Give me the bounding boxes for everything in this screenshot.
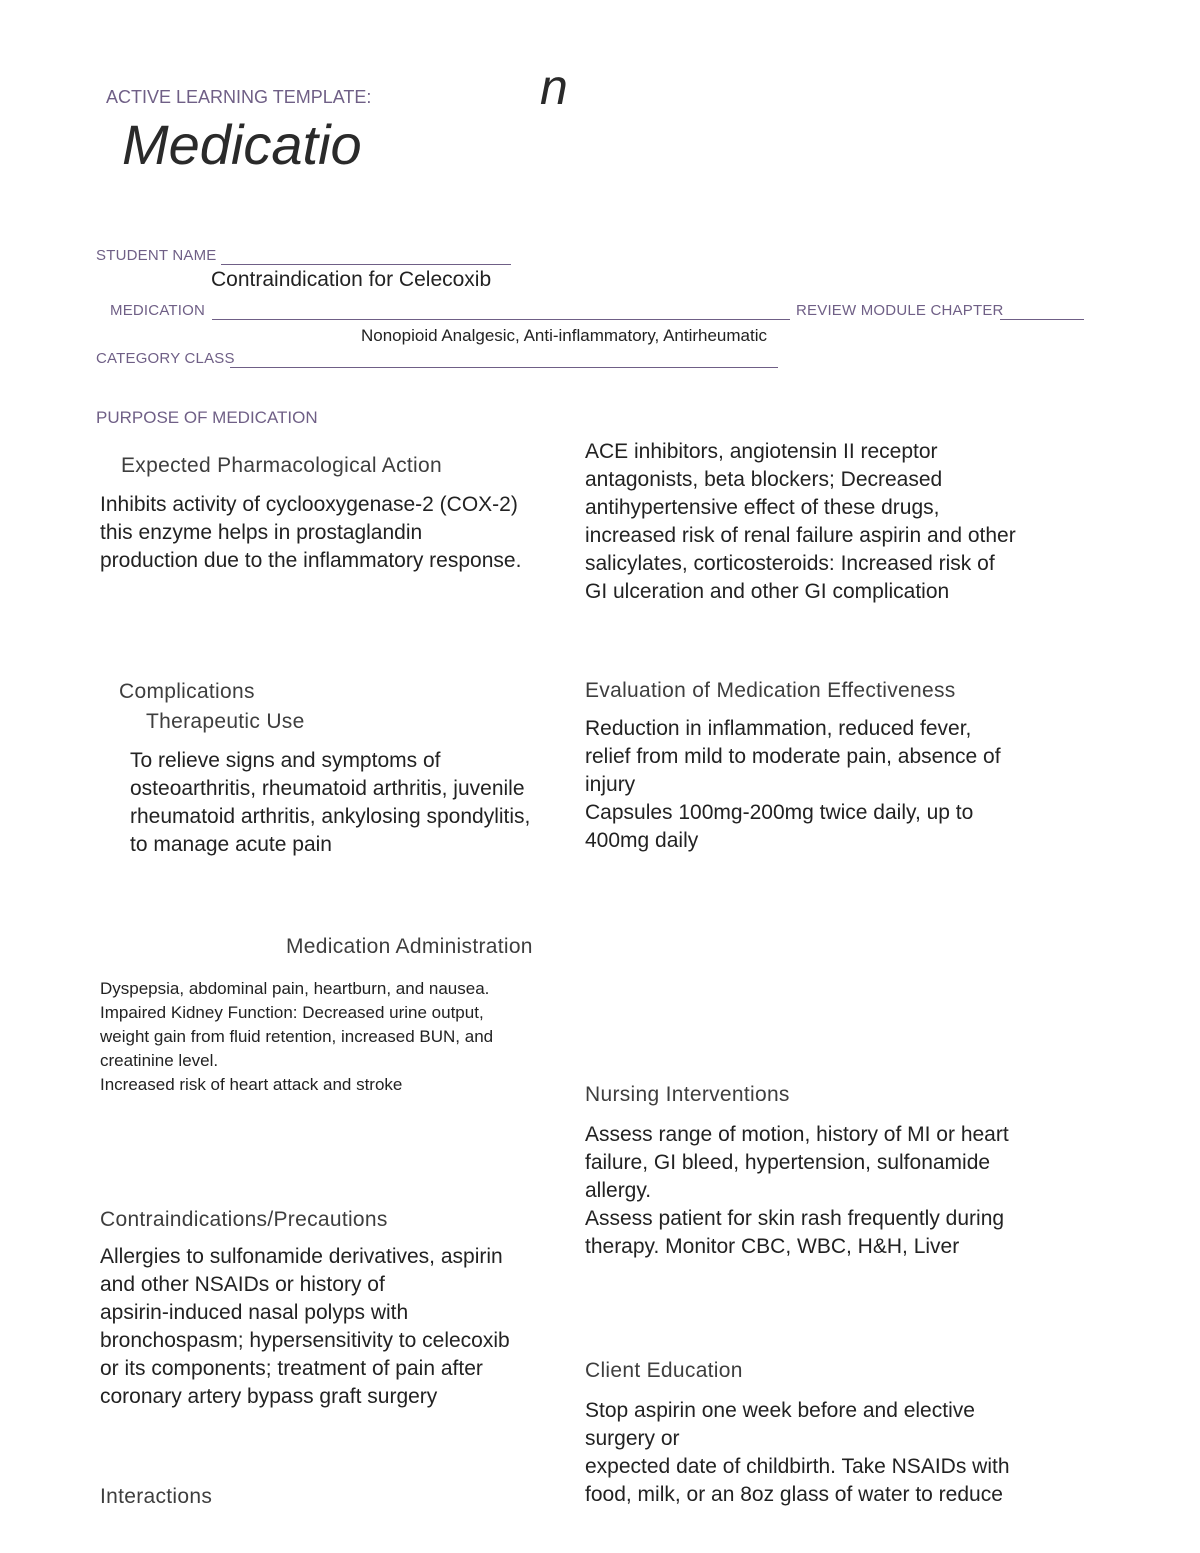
therapeutic-use-text xyxy=(130,747,530,859)
text-line: Increased risk of heart attack and stroke xyxy=(100,1075,403,1094)
text-line: Inhibits activity of cyclooxygenase-2 (COX-2) xyxy=(100,493,518,516)
complications-heading: Complications xyxy=(119,680,255,703)
text-line: injury xyxy=(585,773,636,796)
text-line: Reduction in inflammation, reduced fever, xyxy=(585,717,972,740)
text-line: increased risk of renal failure aspirin and other xyxy=(585,524,1016,547)
text-line: weight gain from fluid retention, increased BUN, and xyxy=(100,1027,494,1046)
text-line: food, milk, or an 8oz glass of water to reduce xyxy=(585,1483,1003,1506)
text-line: surgery or xyxy=(585,1427,680,1450)
text-line: this enzyme helps in prostaglandin xyxy=(100,521,423,544)
medication-field[interactable] xyxy=(212,319,790,320)
text-line: Dyspepsia, abdominal pain, heartburn, and nausea. xyxy=(100,979,490,998)
text-line: To relieve signs and symptoms of xyxy=(130,749,441,772)
text-line: Assess patient for skin rash frequently during xyxy=(585,1207,1005,1230)
interactions-text xyxy=(585,438,1016,606)
template-label: ACTIVE LEARNING TEMPLATE: xyxy=(106,87,372,107)
evaluation-heading: Evaluation of Medication Effectiveness xyxy=(585,679,956,702)
contraindications-text xyxy=(100,1243,510,1411)
text-line: Capsules 100mg-200mg twice daily, up to xyxy=(585,801,974,824)
text-line: GI ulceration and other GI complication xyxy=(585,580,950,603)
expected-action-heading: Expected Pharmacological Action xyxy=(121,454,442,477)
student-name-field[interactable] xyxy=(221,264,511,265)
text-line: ACE inhibitors, angiotensin II receptor xyxy=(585,440,938,463)
contraindications-heading: Contraindications/Precautions xyxy=(100,1208,388,1231)
client-education-heading: Client Education xyxy=(585,1359,743,1382)
evaluation-text xyxy=(585,715,1001,855)
interactions-heading: Interactions xyxy=(100,1485,213,1508)
title-overflow: n xyxy=(540,59,568,115)
page-title: Medicatio xyxy=(122,113,362,176)
review-module-label: REVIEW MODULE CHAPTER xyxy=(796,302,1004,319)
text-line: to manage acute pain xyxy=(130,833,332,856)
text-line: expected date of childbirth. Take NSAIDs with xyxy=(585,1455,1010,1478)
text-line: production due to the inflammatory response. xyxy=(100,549,522,572)
text-line: coronary artery bypass graft surgery xyxy=(100,1385,438,1408)
category-value: Nonopioid Analgesic, Anti-inflammatory, Antirheumatic xyxy=(361,326,767,345)
text-line: antihypertensive effect of these drugs, xyxy=(585,496,940,519)
text-line: bronchospasm; hypersensitivity to celecoxib xyxy=(100,1329,510,1352)
client-education-text xyxy=(585,1397,1010,1509)
purpose-label: PURPOSE OF MEDICATION xyxy=(96,408,318,427)
text-line: Stop aspirin one week before and elective xyxy=(585,1399,975,1422)
text-line: failure, GI bleed, hypertension, sulfonamide xyxy=(585,1151,991,1174)
text-line: relief from mild to moderate pain, absence of xyxy=(585,745,1001,768)
review-module-field[interactable] xyxy=(1000,319,1084,320)
medication-value: Contraindication for Celecoxib xyxy=(211,268,492,291)
text-line: salicylates, corticosteroids: Increased risk of xyxy=(585,552,995,575)
category-field[interactable] xyxy=(230,367,778,368)
therapeutic-use-heading: Therapeutic Use xyxy=(146,710,305,733)
text-line: and other NSAIDs or history of xyxy=(100,1273,385,1296)
text-line: antagonists, beta blockers; Decreased xyxy=(585,468,943,491)
text-line: therapy. Monitor CBC, WBC, H&H, Liver xyxy=(585,1235,960,1258)
student-name-label: STUDENT NAME xyxy=(96,247,217,264)
text-line: apsirin-induced nasal polyps with xyxy=(100,1301,409,1324)
nursing-text xyxy=(585,1121,1009,1261)
text-line: Allergies to sulfonamide derivatives, aspirin xyxy=(100,1245,503,1268)
expected-action-text xyxy=(100,491,521,575)
administration-heading: Medication Administration xyxy=(286,935,533,958)
nursing-heading: Nursing Interventions xyxy=(585,1083,790,1106)
text-line: osteoarthritis, rheumatoid arthritis, juvenile xyxy=(130,777,525,800)
text-line: Assess range of motion, history of MI or heart xyxy=(585,1123,1009,1146)
text-line: creatinine level. xyxy=(100,1051,219,1070)
text-line: allergy. xyxy=(585,1179,652,1202)
administration-text xyxy=(100,977,493,1097)
text-line: 400mg daily xyxy=(585,829,699,852)
category-label: CATEGORY CLASS xyxy=(96,350,235,367)
text-line: Impaired Kidney Function: Decreased urine output, xyxy=(100,1003,484,1022)
text-line: or its components; treatment of pain after xyxy=(100,1357,483,1380)
text-line: rheumatoid arthritis, ankylosing spondylitis, xyxy=(130,805,531,828)
medication-label: MEDICATION xyxy=(110,302,206,319)
